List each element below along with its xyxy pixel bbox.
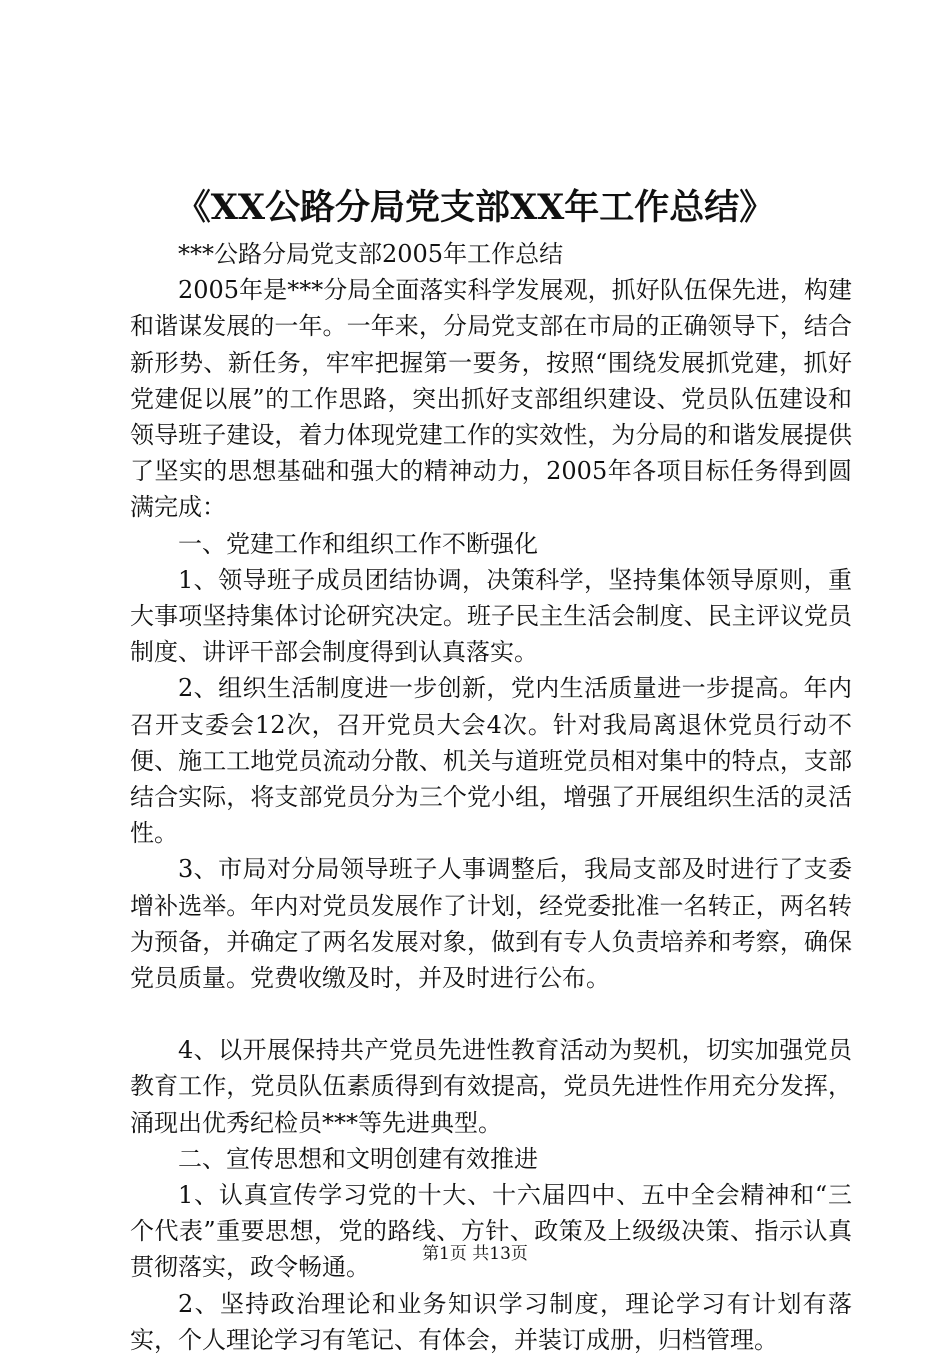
item-paragraph-1-4: 4、以开展保持共产党员先进性教育活动为契机，切实加强党员教育工作，党员队伍素质得到有效提高，党员先进性作用充分发挥，涌现出优秀纪检员***等先进典型。 <box>130 1036 852 1137</box>
item-paragraph-2-2: 2、坚持政治理论和业务知识学习制度，理论学习有计划有落实，个人理论学习有笔记、有体会，并装订成册，归档管理。 <box>130 1289 852 1354</box>
document-title: 《XX公路分局党支部XX年工作总结》 <box>175 187 775 228</box>
item-paragraph-1-3: 3、市局对分局领导班子人事调整后，我局支部及时进行了支委增补选举。年内对党员发展作了计划，经党委批准一名转正，两名转为预备，并确定了两名发展对象，做到有专人负责培养和考察，确保党员质量。党费收缴及时，并及时进行公布。 <box>130 855 852 993</box>
section-heading-1: 一、党建工作和组织工作不断强化 <box>178 529 538 558</box>
page-number-footer: 第1页 共13页 <box>422 1244 528 1264</box>
subtitle-paragraph: ***公路分局党支部2005年工作总结 <box>178 240 564 268</box>
section-heading-2: 二、宣传思想和文明创建有效推进 <box>178 1144 538 1173</box>
document-body <box>130 236 852 1358</box>
intro-paragraph: 2005年是***分局全面落实科学发展观，抓好队伍保先进，构建和谐谋发展的一年。一年来，分局党支部在市局的正确领导下，结合新形势、新任务，牢牢把握第一要务，按照“围绕发展抓党建，抓好党建促以展”的工作思路，突出抓好支部组织建设、党员队伍建设和领导班子建设，着力体现党建工作的实效性，为分局的和谐发展提供了坚实的思想基础和强大的精神动力，2005年各项目标任务得到圆满完成： <box>130 276 852 522</box>
item-paragraph-2-1: 1、认真宣传学习党的十大、十六届四中、五中全会精神和“三个代表”重要思想，党的路线、方针、政策及上级级决策、指示认真贯彻落实，政令畅通。 <box>130 1181 852 1282</box>
item-paragraph-1-2: 2、组织生活制度进一步创新，党内生活质量进一步提高。年内召开支委会12次，召开党员大会4次。针对我局离退休党员行动不便、施工工地党员流动分散、机关与道班党员相对集中的特点，支部结合实际，将支部党员分为三个党小组，增强了开展组织生活的灵活性。 <box>130 674 852 848</box>
item-paragraph-1-1: 1、领导班子成员团结协调，决策科学，坚持集体领导原则，重大事项坚持集体讨论研究决定。班子民主生活会制度、民主评议党员制度、讲评干部会制度得到认真落实。 <box>130 565 852 667</box>
